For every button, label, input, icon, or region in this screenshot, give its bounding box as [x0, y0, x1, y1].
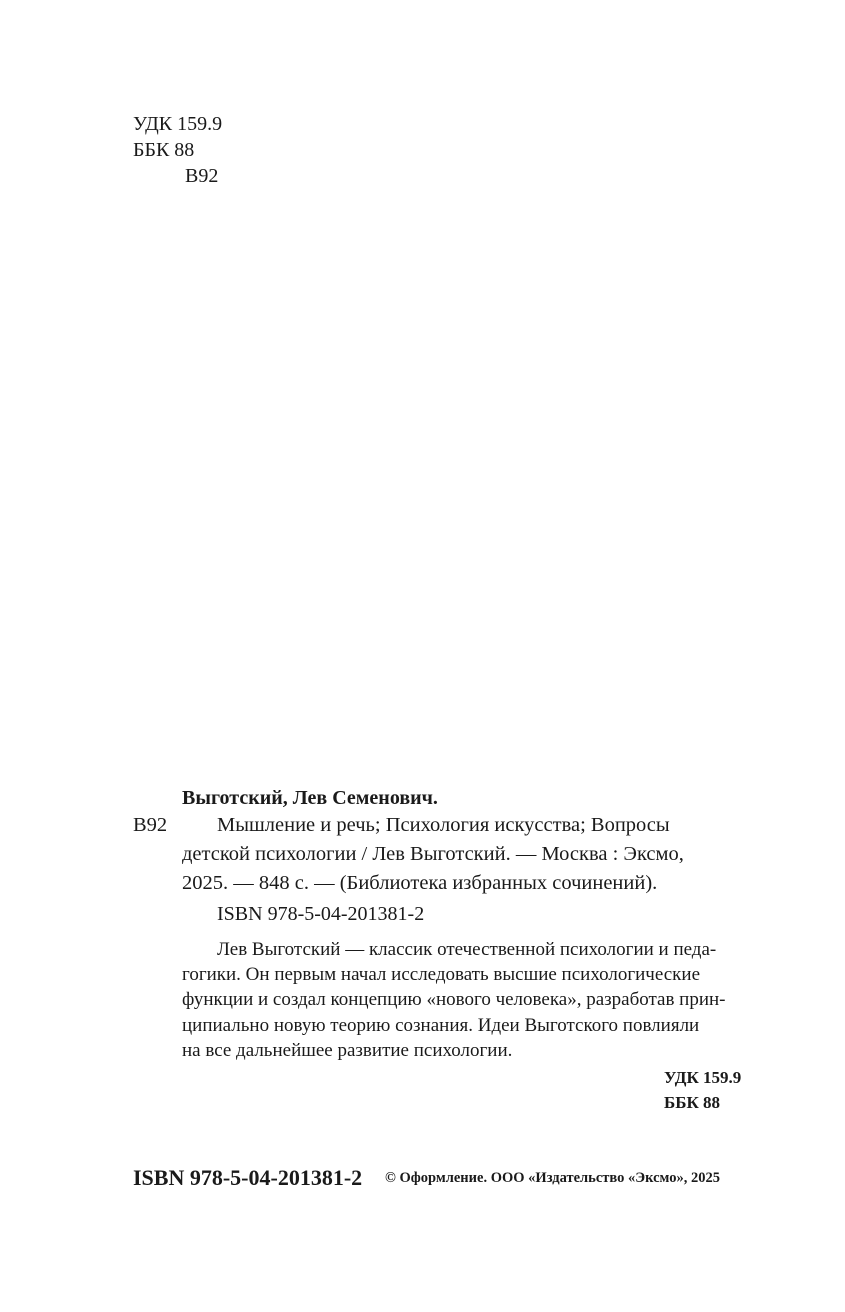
bib-description-line-3: 2025. — 848 с. — (Библиотека избранных сочинений). — [182, 872, 658, 894]
footer-isbn: ISBN 978-5-04-201381-2 — [133, 1165, 363, 1190]
bib-author-mark: В92 — [133, 814, 168, 836]
annotation-line-1: Лев Выготский — классик отечественной психологии и педа- — [217, 939, 717, 960]
annotation-line-4: ципиально новую теорию сознания. Идеи Выготского повлияли — [182, 1015, 700, 1036]
author-mark: В92 — [185, 165, 219, 187]
bib-description-line-1: Мышление и речь; Психология искусства; Вопросы — [217, 814, 670, 836]
bottom-udk-code: УДК 159.9 — [664, 1068, 742, 1087]
annotation-line-2: гогики. Он первым начал исследовать высшие психологические — [182, 964, 701, 985]
bottom-classification-codes — [664, 1065, 741, 1115]
bib-isbn: ISBN 978-5-04-201381-2 — [217, 903, 425, 925]
top-classification-codes — [133, 111, 222, 189]
udk-code: УДК 159.9 — [133, 113, 223, 135]
annotation-line-5: на все дальнейшее развитие психологии. — [182, 1040, 513, 1061]
author-heading: Выготский, Лев Семенович. — [182, 787, 438, 809]
footer-copyright: © Оформление. ООО «Издательство «Эксмо», 2025 — [385, 1170, 720, 1186]
bib-description-line-2: детской психологии / Лев Выготский. — Москва : Эксмо, — [182, 843, 684, 865]
annotation-line-3: функции и создал концепцию «нового человека», разработав прин- — [182, 989, 726, 1010]
bbk-code: ББК 88 — [133, 139, 195, 161]
bottom-bbk-code: ББК 88 — [664, 1093, 721, 1112]
